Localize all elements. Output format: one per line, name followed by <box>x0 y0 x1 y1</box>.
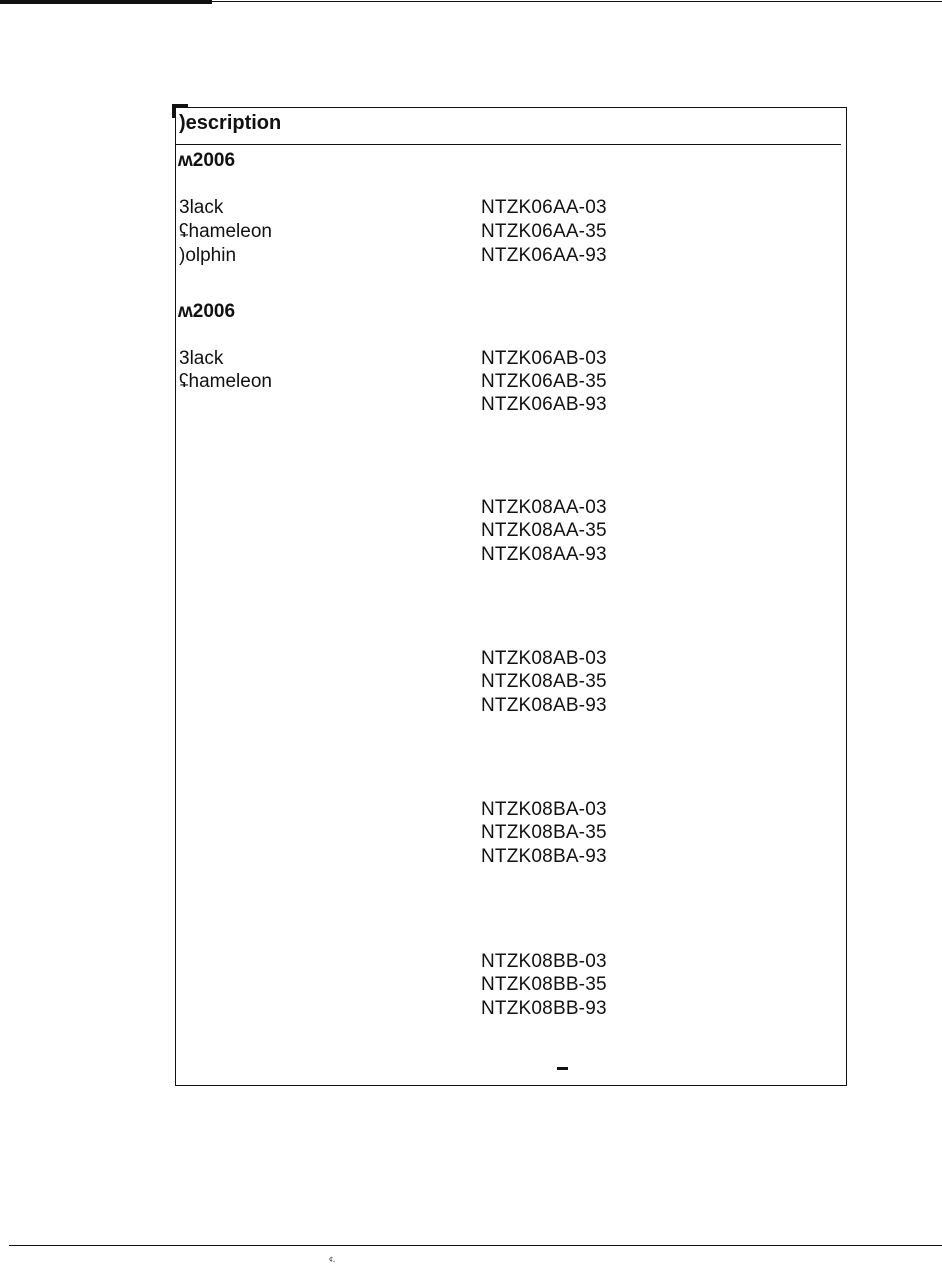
color-label: 3lack <box>179 348 224 369</box>
table-corner-mark-vertical <box>172 104 175 118</box>
part-code: NTZK08BB-03 <box>481 951 607 972</box>
part-code: NTZK08BB-35 <box>481 974 607 995</box>
part-code: NTZK08AA-35 <box>481 520 607 541</box>
group-title: ʍ2006 <box>178 150 236 171</box>
part-code: NTZK08AA-03 <box>481 497 607 518</box>
part-code: NTZK08AB-93 <box>481 695 607 716</box>
part-code: NTZK06AA-35 <box>481 221 607 242</box>
dash-mark <box>557 1067 568 1070</box>
group-title: ʍ2006 <box>178 301 236 322</box>
part-code: NTZK06AB-03 <box>481 348 607 369</box>
color-label: ʢhameleon <box>179 371 272 392</box>
part-code: NTZK06AB-93 <box>481 394 607 415</box>
part-code: NTZK06AA-03 <box>481 197 607 218</box>
top-rule-thin <box>212 1 942 2</box>
description-column-header: )escription <box>179 112 282 134</box>
part-code: NTZK08AB-03 <box>481 648 607 669</box>
part-code: NTZK08AA-93 <box>481 544 607 565</box>
part-code: NTZK06AA-93 <box>481 245 607 266</box>
color-label: ʢhameleon <box>179 221 272 242</box>
color-label: )olphin <box>179 245 237 266</box>
footer-mark: ¢. <box>329 1255 335 1264</box>
footer-rule <box>9 1245 942 1246</box>
color-label: 3lack <box>179 197 224 218</box>
part-code: NTZK08AB-35 <box>481 671 607 692</box>
part-code: NTZK06AB-35 <box>481 371 607 392</box>
part-code: NTZK08BB-93 <box>481 998 607 1019</box>
top-rule-thick <box>0 0 212 4</box>
table-header-rule <box>175 144 841 145</box>
part-code: NTZK08BA-93 <box>481 846 607 867</box>
part-code: NTZK08BA-03 <box>481 799 607 820</box>
part-code: NTZK08BA-35 <box>481 822 607 843</box>
